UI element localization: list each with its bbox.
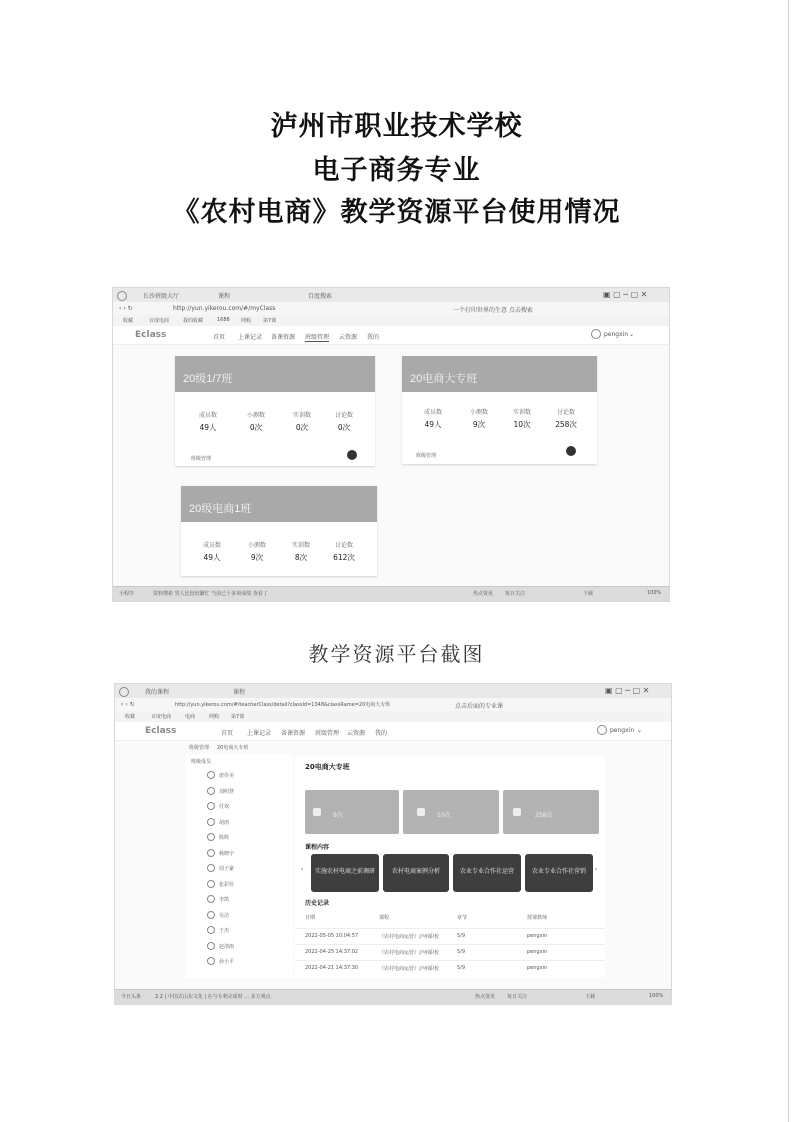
member-avatar-icon	[207, 926, 215, 934]
tab-2[interactable]: 课程	[233, 689, 246, 696]
member-avatar-icon	[207, 880, 215, 888]
class-detail-panel	[295, 756, 605, 978]
window-controls[interactable]: ▣ ▢ ─ ▢ ✕	[605, 686, 650, 695]
site-nav	[115, 722, 671, 741]
course-title: 课程内容	[305, 844, 330, 851]
stat-value: 0次	[295, 423, 309, 432]
caption: 教学资源平台截图	[308, 642, 485, 666]
stat-value: 49人	[199, 423, 217, 432]
member-item[interactable]	[207, 801, 287, 811]
member-name: 付欢	[219, 804, 230, 810]
nav-mine[interactable]: 我的	[375, 730, 388, 737]
status-bar	[113, 586, 669, 601]
status-message: 资料搜索 男人比较较繁忙 当前已十多项成绩 查看了	[153, 591, 268, 597]
heading-school: 泸州市职业技术学校	[270, 111, 523, 142]
stat-value: 0次	[337, 423, 351, 432]
member-item[interactable]	[207, 832, 287, 842]
history-cell: 2022-05-05 10:04:57	[305, 933, 359, 939]
status-bar	[115, 989, 671, 1004]
tile-value: 258次	[535, 812, 553, 819]
member-item[interactable]	[207, 770, 287, 780]
quiz-icon	[313, 808, 321, 816]
bookmark-0[interactable]: 收藏	[125, 714, 136, 720]
class-card-2[interactable]	[402, 356, 597, 464]
tile-value: 9次	[333, 812, 343, 819]
chevron-down-icon[interactable]: ⌄	[637, 727, 643, 734]
member-name: 孙小平	[219, 959, 235, 965]
carousel-prev-icon[interactable]: ‹	[301, 866, 304, 873]
stat-value: 8次	[294, 553, 308, 562]
member-item[interactable]	[207, 863, 287, 873]
status-daily[interactable]: 每日关注	[505, 591, 526, 597]
status-daily[interactable]: 每日关注	[507, 994, 528, 1000]
member-avatar-icon	[207, 818, 215, 826]
class-manage-link[interactable]: 班级管理	[416, 453, 437, 459]
nav-home[interactable]: 首页	[221, 730, 234, 737]
member-name: 王杰	[219, 928, 230, 934]
nav-prepare[interactable]: 备课资源	[281, 730, 306, 737]
status-download[interactable]: 下载	[585, 994, 596, 1000]
member-avatar-icon	[207, 957, 215, 965]
chevron-down-icon[interactable]: ⌄	[629, 331, 635, 338]
address-bar[interactable]	[113, 302, 669, 316]
history-cell: pengxin	[527, 933, 548, 939]
history-cell: 5/9	[457, 965, 466, 971]
status-download[interactable]: 下载	[583, 591, 594, 597]
bookmark-3[interactable]: 网购	[209, 714, 220, 720]
site-nav	[113, 326, 669, 345]
member-avatar-icon	[207, 771, 215, 779]
member-item[interactable]	[207, 848, 287, 858]
stat-value: 612次	[333, 553, 355, 562]
class-card-header	[402, 356, 597, 392]
col-chapter: 章节	[457, 915, 468, 921]
bookmark-1[interactable]: 百度电商	[151, 714, 172, 720]
tab-2[interactable]: 课程	[218, 293, 231, 300]
member-avatar-icon	[207, 802, 215, 810]
class-title: 20电商大专班	[305, 763, 350, 771]
stat-value: 9次	[250, 553, 264, 562]
stat-label: 小测数	[246, 412, 265, 419]
zoom-level[interactable]: 100%	[647, 590, 662, 596]
browser-logo-icon	[117, 291, 127, 301]
nav-cloud[interactable]: 云资源	[347, 730, 366, 737]
history-cell: 5/9	[457, 949, 466, 955]
stat-label: 成员数	[423, 409, 442, 416]
member-item[interactable]	[207, 817, 287, 827]
class-manage-link[interactable]: 班级管理	[191, 456, 212, 462]
stat-value: 49人	[203, 553, 221, 562]
bookmark-5[interactable]: 第7课	[263, 318, 277, 324]
history-cell: pengxin	[527, 965, 548, 971]
tile-value: 10次	[437, 812, 451, 819]
more-button[interactable]	[566, 446, 576, 456]
sidebar-title: 班级成员	[191, 759, 212, 765]
stat-value: 10次	[513, 420, 531, 429]
heading-platform: 《农村电商》教学资源平台使用情况	[172, 197, 621, 228]
nav-home[interactable]: 首页	[213, 334, 226, 341]
nav-records[interactable]: 上课记录	[247, 730, 272, 737]
bookmark-2[interactable]: 我的收藏	[183, 318, 204, 324]
more-button[interactable]	[347, 450, 357, 460]
lesson-card[interactable]	[383, 854, 449, 892]
tab-3[interactable]: 百度搜索	[308, 293, 333, 300]
discussion-icon	[513, 808, 521, 816]
window-controls[interactable]: ▣ ▢ ─ ▢ ✕	[603, 290, 648, 299]
bookmark-0[interactable]: 收藏	[123, 318, 134, 324]
status-message: 2.2 | 中国式山东文化 | 在与专利完成时 ... 多方观点	[155, 994, 271, 1000]
user-avatar[interactable]	[591, 329, 601, 339]
member-avatar-icon	[207, 787, 215, 795]
user-name[interactable]: pengxin	[604, 331, 629, 338]
lesson-card[interactable]	[311, 854, 379, 892]
member-sidebar	[185, 754, 293, 978]
col-teacher: 授课教师	[527, 915, 548, 921]
history-row[interactable]	[295, 960, 605, 975]
nav-records[interactable]: 上课记录	[238, 334, 263, 341]
lesson-title: 农村电商案例分析	[391, 868, 440, 875]
nav-class-manage[interactable]: 班级管理	[315, 730, 340, 737]
stat-label: 成员数	[202, 542, 221, 549]
breadcrumb-1: 20电商大专班	[217, 745, 249, 751]
eclass-logo[interactable]: Eclass	[145, 726, 177, 736]
member-name: 吴洁	[219, 912, 230, 919]
class-card-1[interactable]	[175, 356, 375, 466]
class-card-title: 20级1/7班	[183, 373, 233, 385]
nav-prepare[interactable]: 备课资源	[271, 334, 296, 341]
class-card-header	[175, 356, 375, 392]
stat-value: 258次	[555, 420, 577, 429]
stat-tile-discussion[interactable]	[503, 790, 599, 834]
member-item[interactable]	[207, 925, 287, 935]
member-name: 周子豪	[219, 866, 235, 872]
class-card-title: 20电商大专班	[410, 373, 478, 385]
bookmark-3[interactable]: 1688	[217, 317, 230, 323]
lesson-card[interactable]	[525, 854, 593, 892]
member-avatar-icon	[207, 895, 215, 903]
class-card-header	[181, 486, 377, 522]
stat-label: 讨论数	[556, 409, 575, 416]
stat-label: 实训数	[512, 409, 531, 416]
member-avatar-icon	[207, 849, 215, 857]
member-name: 胡雨	[219, 819, 230, 826]
nav-class-manage[interactable]: 班级管理	[305, 334, 330, 341]
breadcrumb-0[interactable]: 班级管理	[189, 745, 210, 751]
history-cell: 《农村电商运营》泸州职校	[379, 934, 440, 940]
member-avatar-icon	[207, 833, 215, 841]
lesson-card[interactable]	[453, 854, 521, 892]
tab-1[interactable]: 我的课程	[145, 689, 170, 696]
url-field[interactable]: http://yun.yikerou.com/#/myClass	[173, 305, 276, 312]
member-item[interactable]	[207, 910, 287, 920]
browser-tabbar	[113, 288, 669, 302]
status-left[interactable]: 小程序	[119, 591, 135, 597]
user-avatar[interactable]	[597, 725, 607, 735]
status-hot[interactable]: 热点资讯	[473, 591, 494, 597]
class-card-title: 20级电商1班	[189, 503, 252, 515]
carousel-next-icon[interactable]: ›	[595, 866, 598, 873]
stat-value: 9次	[472, 420, 486, 429]
bookmark-2[interactable]: 电商	[185, 714, 196, 720]
zoom-level[interactable]: 100%	[649, 993, 664, 999]
status-left[interactable]: 今日头条	[121, 994, 142, 1000]
member-name: 赵清雨	[219, 943, 235, 950]
tab-1[interactable]: 长沙班级大厅	[143, 293, 180, 300]
history-cell: 《农村电商运营》泸州职校	[379, 966, 440, 972]
history-row[interactable]	[295, 944, 605, 959]
address-bar[interactable]	[115, 698, 671, 712]
stat-label: 小测数	[469, 409, 488, 416]
history-row[interactable]	[295, 928, 605, 943]
member-name: 杨晓宇	[219, 850, 235, 857]
eclass-logo[interactable]: Eclass	[135, 330, 167, 340]
history-title: 历史记录	[305, 900, 330, 907]
back-icon[interactable]: ‹ › ↻	[121, 701, 135, 708]
history-cell: 5/9	[457, 933, 466, 939]
bookmark-4[interactable]: 第7课	[231, 714, 245, 720]
history-cell: 2022-04-25 14:37:02	[305, 949, 359, 955]
lesson-title: 实施农村电商之前调研	[314, 868, 375, 875]
class-card-3[interactable]	[181, 486, 377, 576]
stat-label: 实训数	[291, 542, 310, 549]
member-name: 唐佳美	[219, 773, 235, 779]
member-name: 李凯	[219, 897, 230, 903]
stat-tile-training[interactable]	[403, 790, 499, 834]
col-date: 日期	[305, 915, 316, 921]
member-item[interactable]	[207, 894, 287, 904]
browser-tabbar	[115, 684, 671, 698]
member-avatar-icon	[207, 942, 215, 950]
heading-major: 电子商务专业	[312, 155, 481, 186]
screenshot-class-list	[112, 287, 670, 602]
member-name: 张彩佳	[219, 881, 235, 888]
bookmark-4[interactable]: 网购	[241, 318, 252, 324]
stat-label: 小测数	[247, 542, 266, 549]
col-course: 课程	[379, 915, 390, 921]
member-avatar-icon	[207, 864, 215, 872]
stat-label: 讨论数	[334, 542, 353, 549]
stat-label: 实训数	[292, 412, 311, 419]
stat-label: 讨论数	[334, 412, 353, 419]
member-item[interactable]	[207, 956, 287, 966]
url-field[interactable]: http://yun.yikerou.com/#/teacherClass/detail?classId=1348&classRame=20电商大专班	[175, 702, 391, 708]
member-item[interactable]	[207, 879, 287, 889]
back-icon[interactable]: ‹ › ↻	[119, 305, 133, 312]
browser-logo-icon	[119, 687, 129, 697]
screenshot-class-detail	[114, 683, 672, 1005]
nav-cloud[interactable]: 云资源	[339, 334, 358, 341]
history-cell: 2022-04-21 14:37:30	[305, 965, 359, 971]
member-item[interactable]	[207, 941, 287, 951]
member-item[interactable]	[207, 786, 287, 796]
member-avatar-icon	[207, 911, 215, 919]
history-cell: 《农村电商运营》泸州职校	[379, 950, 440, 956]
stat-tile-quiz[interactable]	[305, 790, 399, 834]
member-name: 刘明慧	[219, 788, 235, 795]
stat-label: 成员数	[198, 412, 217, 419]
status-hot[interactable]: 热点资讯	[475, 994, 496, 1000]
search-field[interactable]: 一个打印世界的生意 点击搜索	[453, 307, 533, 314]
training-icon	[417, 808, 425, 816]
user-name[interactable]: pengxin	[610, 727, 635, 734]
lesson-title: 农业专业合作社运营	[459, 868, 514, 875]
stat-value: 49人	[424, 420, 442, 429]
bookmark-1[interactable]: 百度电商	[149, 318, 170, 324]
search-field[interactable]: 点击后面的专业课	[455, 703, 504, 710]
lesson-title: 农业专业合作社营销	[531, 868, 586, 875]
stat-value: 0次	[249, 423, 263, 432]
member-name: 陈辉	[219, 835, 230, 841]
nav-mine[interactable]: 我的	[367, 334, 380, 341]
history-cell: pengxin	[527, 949, 548, 955]
